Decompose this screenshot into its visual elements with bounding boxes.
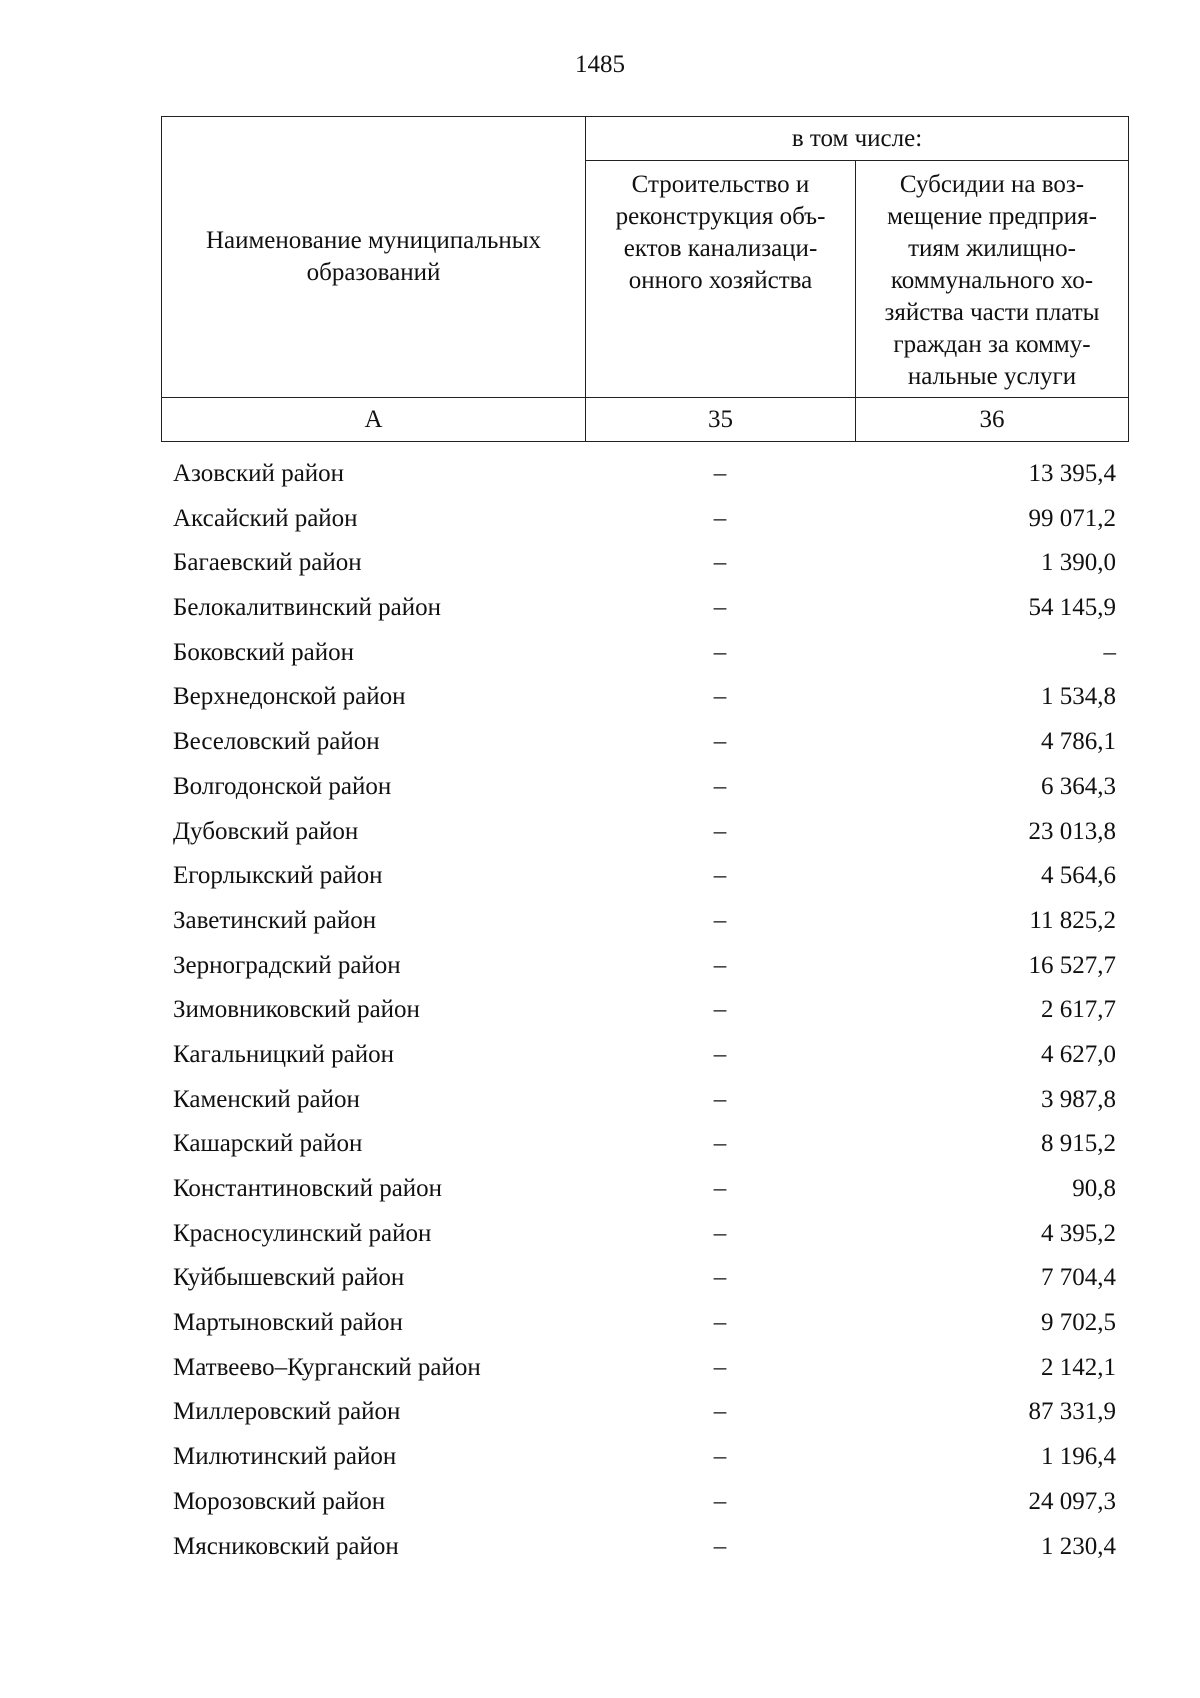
column-number-a: А [162,398,586,442]
table-row [161,675,1128,720]
row-value-35: – [713,549,727,577]
row-name: Верхнедонской район [173,683,406,711]
row-value-36: 1 390,0 [1041,549,1116,577]
row-value-35: – [713,1443,727,1471]
column-number-35: 35 [586,398,856,442]
table-row [161,1301,1128,1346]
row-value-36: 13 395,4 [1028,460,1116,487]
row-value-36: 3 987,8 [1041,1085,1116,1113]
row-value-36: 7 704,4 [1041,1264,1116,1292]
row-value-35: – [713,862,727,890]
row-name: Зимовниковский район [173,996,420,1024]
page-number: 1485 [575,51,625,78]
row-name: Миллеровский район [173,1398,401,1426]
row-value-36: 4 627,0 [1041,1040,1116,1068]
row-value-36: 1 196,4 [1041,1443,1116,1471]
row-value-35: – [713,1532,727,1560]
row-name: Матвеево–Курганский район [173,1353,481,1381]
table-header [161,116,1129,442]
row-value-35: – [713,1085,727,1113]
row-value-36: 8 915,2 [1041,1130,1116,1158]
row-value-36: 4 786,1 [1041,728,1116,756]
row-name: Зерноградский район [173,951,401,979]
row-value-36: 1 230,4 [1041,1532,1116,1560]
row-name: Боковский район [173,638,354,666]
table-row [161,988,1128,1033]
row-value-35: – [713,638,727,666]
row-name: Милютинский район [173,1443,397,1471]
row-value-36: 2 617,7 [1041,996,1116,1024]
row-value-35: – [713,1487,727,1515]
table-row [161,1390,1128,1435]
row-value-35: – [713,1175,727,1202]
row-name: Азовский район [173,460,345,487]
row-value-36: 24 097,3 [1028,1487,1116,1515]
row-value-35: – [713,1040,727,1068]
row-name: Мясниковский район [173,1532,399,1560]
row-value-36: 90,8 [1072,1175,1116,1202]
row-name: Мартыновский район [173,1309,403,1337]
column-header-35: Строительство и реконструкция объ-ектов канализаци-онного хозяйства [586,161,856,398]
row-value-36: 99 071,2 [1028,504,1116,532]
row-value-36: 54 145,9 [1028,594,1116,622]
row-value-36: 87 331,9 [1028,1398,1116,1426]
row-value-36: 4 395,2 [1041,1219,1116,1247]
row-name: Аксайский район [173,504,358,532]
row-value-35: – [713,1309,727,1337]
column-header-name: Наименование муниципальных образований [162,117,586,398]
table-row [161,899,1128,944]
table-row [161,452,1128,497]
table-row [161,1480,1128,1525]
column-header-36: Субсидии на воз-мещение предприя-тиям жилищно-коммунального хо-зяйства части платы граждан за комму-нальные услуги [856,161,1129,398]
row-name: Морозовский район [173,1487,386,1515]
row-value-36: 4 564,6 [1041,862,1116,890]
row-name: Заветинский район [173,906,377,934]
table-row [161,1525,1128,1570]
row-name: Веселовский район [173,728,380,756]
row-value-36: – [1103,638,1116,666]
table-row [161,1122,1128,1167]
table-row [161,1212,1128,1257]
row-value-35: – [713,817,727,845]
row-value-35: – [713,1219,727,1247]
table-row [161,631,1128,676]
table-row [161,541,1128,586]
row-value-35: – [713,1398,727,1426]
row-name: Егорлыкский район [173,862,383,890]
row-value-36: 2 142,1 [1041,1353,1116,1381]
column-group-header: в том числе: [586,117,1129,161]
table-body [161,452,1128,1569]
table-row [161,854,1128,899]
row-value-36: 23 013,8 [1028,817,1116,845]
row-name: Константиновский район [173,1175,443,1202]
table-row [161,497,1128,542]
row-value-36: 16 527,7 [1028,951,1116,979]
row-name: Кашарский район [173,1130,363,1158]
row-value-35: – [713,460,727,487]
row-value-36: 6 364,3 [1041,772,1116,800]
table-row [161,944,1128,989]
row-value-36: 1 534,8 [1041,683,1116,711]
row-name: Волгодонской район [173,772,392,800]
row-name: Кагальницкий район [173,1040,395,1068]
row-name: Красносулинский район [173,1219,432,1247]
table-row [161,1435,1128,1480]
column-number-36: 36 [856,398,1129,442]
row-name: Багаевский район [173,549,362,577]
row-name: Каменский район [173,1085,360,1113]
row-value-35: – [713,504,727,532]
table-row [161,1167,1128,1212]
row-name: Белокалитвинский район [173,594,441,622]
row-value-36: 9 702,5 [1041,1309,1116,1337]
table-row [161,1256,1128,1301]
table-row [161,810,1128,855]
row-value-35: – [713,906,727,934]
row-value-35: – [713,728,727,756]
row-value-36: 11 825,2 [1029,906,1116,934]
table-row [161,1078,1128,1123]
table-row [161,1033,1128,1078]
row-value-35: – [713,1264,727,1292]
row-value-35: – [713,1353,727,1381]
table-row [161,586,1128,631]
row-value-35: – [713,772,727,800]
table-row [161,1346,1128,1391]
table-row [161,720,1128,765]
row-value-35: – [713,951,727,979]
row-value-35: – [713,996,727,1024]
row-name: Дубовский район [173,817,359,845]
row-value-35: – [713,594,727,622]
row-name: Куйбышевский район [173,1264,405,1292]
row-value-35: – [713,683,727,711]
table-row [161,765,1128,810]
row-value-35: – [713,1130,727,1158]
